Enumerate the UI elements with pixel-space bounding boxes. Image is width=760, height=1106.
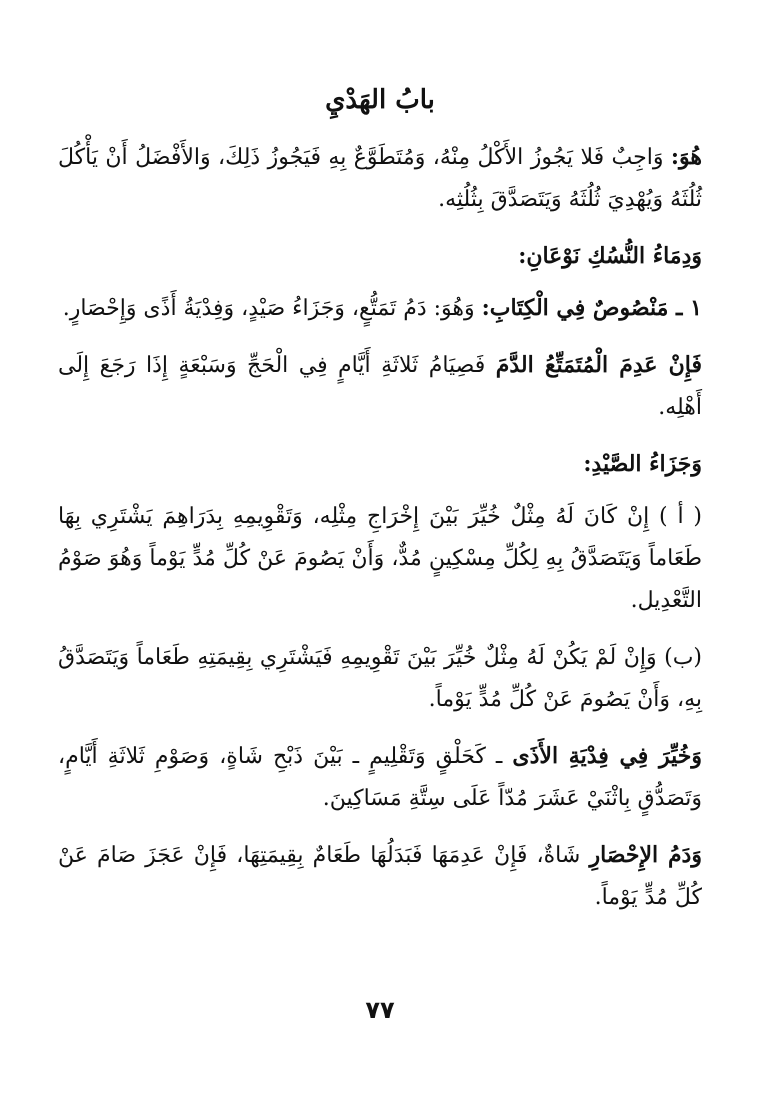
section-heading-rituals: وَدِمَاءُ النُّسُكِ نَوْعَانِ: (518, 243, 702, 269)
paragraph-fidyat-adha (58, 735, 702, 820)
paragraph-lead: هُوَ: (670, 144, 702, 170)
paragraph-lead: ١ ـ مَنْصُوصٌ فِي الْكِتَابِ: (481, 295, 702, 321)
paragraph-text: (ب) وَإِنْ لَمْ يَكُنْ لَهُ مِثْلٌ خُيِّرَ بَيْنَ تَقْوِيمِهِ فَيَشْتَرِي بِقِيمَتِهِ طَعَاماً وَيَتَصَدَّقُ بِهِ، وَأَنْ يَصُومَ عَنْ كُلِّ مُدٍّ يَوْماً. (58, 645, 702, 712)
paragraph-text: وَهُوَ: دَمُ تَمَتُّعٍ، وَجَزَاءُ صَيْدٍ، وَفِدْيَةُ أَذًى وَإِحْصَارٍ. (62, 296, 482, 321)
page-body (58, 78, 702, 933)
paragraph-text: شَاةٌ، فَإِنْ عَدِمَهَا فَبَدَلُهَا طَعَامٌ بِقِيمَتِهَا، فَإِنْ عَجَزَ صَامَ عَنْ كُلِّ مُدٍّ يَوْماً. (58, 843, 702, 910)
paragraph-text: ـ كَحَلْقٍ وَتَقْلِيمٍ ـ بَيْنَ ذَبْحِ شَاةٍ، وَصَوْمِ ثَلاثَةِ أَيَّامٍ، وَتَصَدُّقٍ بِاثْنَيْ عَشَرَ مُدّاً عَلَى سِتَّةِ مَسَاكِينَ. (58, 744, 702, 811)
paragraph-tamattu (58, 344, 702, 429)
paragraph-lead: فَإِنْ عَدِمَ الْمُتَمَتِّعُ الدَّمَ (495, 352, 702, 378)
section-heading-game-penalty: وَجَزَاءُ الصَّيْدِ: (583, 451, 702, 477)
page-title: بابُ الهَدْيِ (325, 85, 435, 115)
page-number: ٧٧ (365, 996, 395, 1024)
paragraph-text: وَاجِبٌ فَلا يَجُوزُ الأَكْلُ مِنْهُ، وَمُتَطَوَّعٌ بِهِ فَيَجُوزُ ذَلِكَ، وَالأَفْضَلُ أَنْ يَأْكُلَ ثُلُثَهُ وَيُهْدِيَ ثُلُثَهُ وَيَتَصَدَّقَ بِثُلُثِه. (58, 145, 702, 212)
paragraph-item-b (58, 636, 702, 721)
paragraph-text: فَصِيَامُ ثَلاثَةِ أَيَّامٍ فِي الْحَجِّ وَسَبْعَةٍ إِذَا رَجَعَ إِلَى أَهْلِه. (58, 353, 702, 420)
paragraph-text: ( أ ) إِنْ كَانَ لَهُ مِثْلٌ خُيِّرَ بَيْنَ إِخْرَاجِ مِثْلِه، وَتَقْوِيمِهِ بِدَرَاهِمَ يَشْتَرِي بِهَا طَعَاماً وَيَتَصَدَّقُ بِهِ لِكُلِّ مِسْكِينٍ مُدٌّ، وَأَنْ يَصُومَ عَنْ كُلِّ مُدٍّ يَوْماً وَهُوَ صَوْمُ التَّعْدِيل. (58, 504, 702, 613)
paragraph-item-a (58, 495, 702, 622)
paragraph-lead: وَخُيِّرَ فِي فِدْيَةِ الأَذَى (512, 743, 702, 769)
paragraph-quran-stated (58, 287, 702, 330)
paragraph-definition (58, 136, 702, 221)
paragraph-lead: وَدَمُ الإِحْصَارِ (589, 842, 702, 868)
paragraph-ihsar (58, 834, 702, 919)
